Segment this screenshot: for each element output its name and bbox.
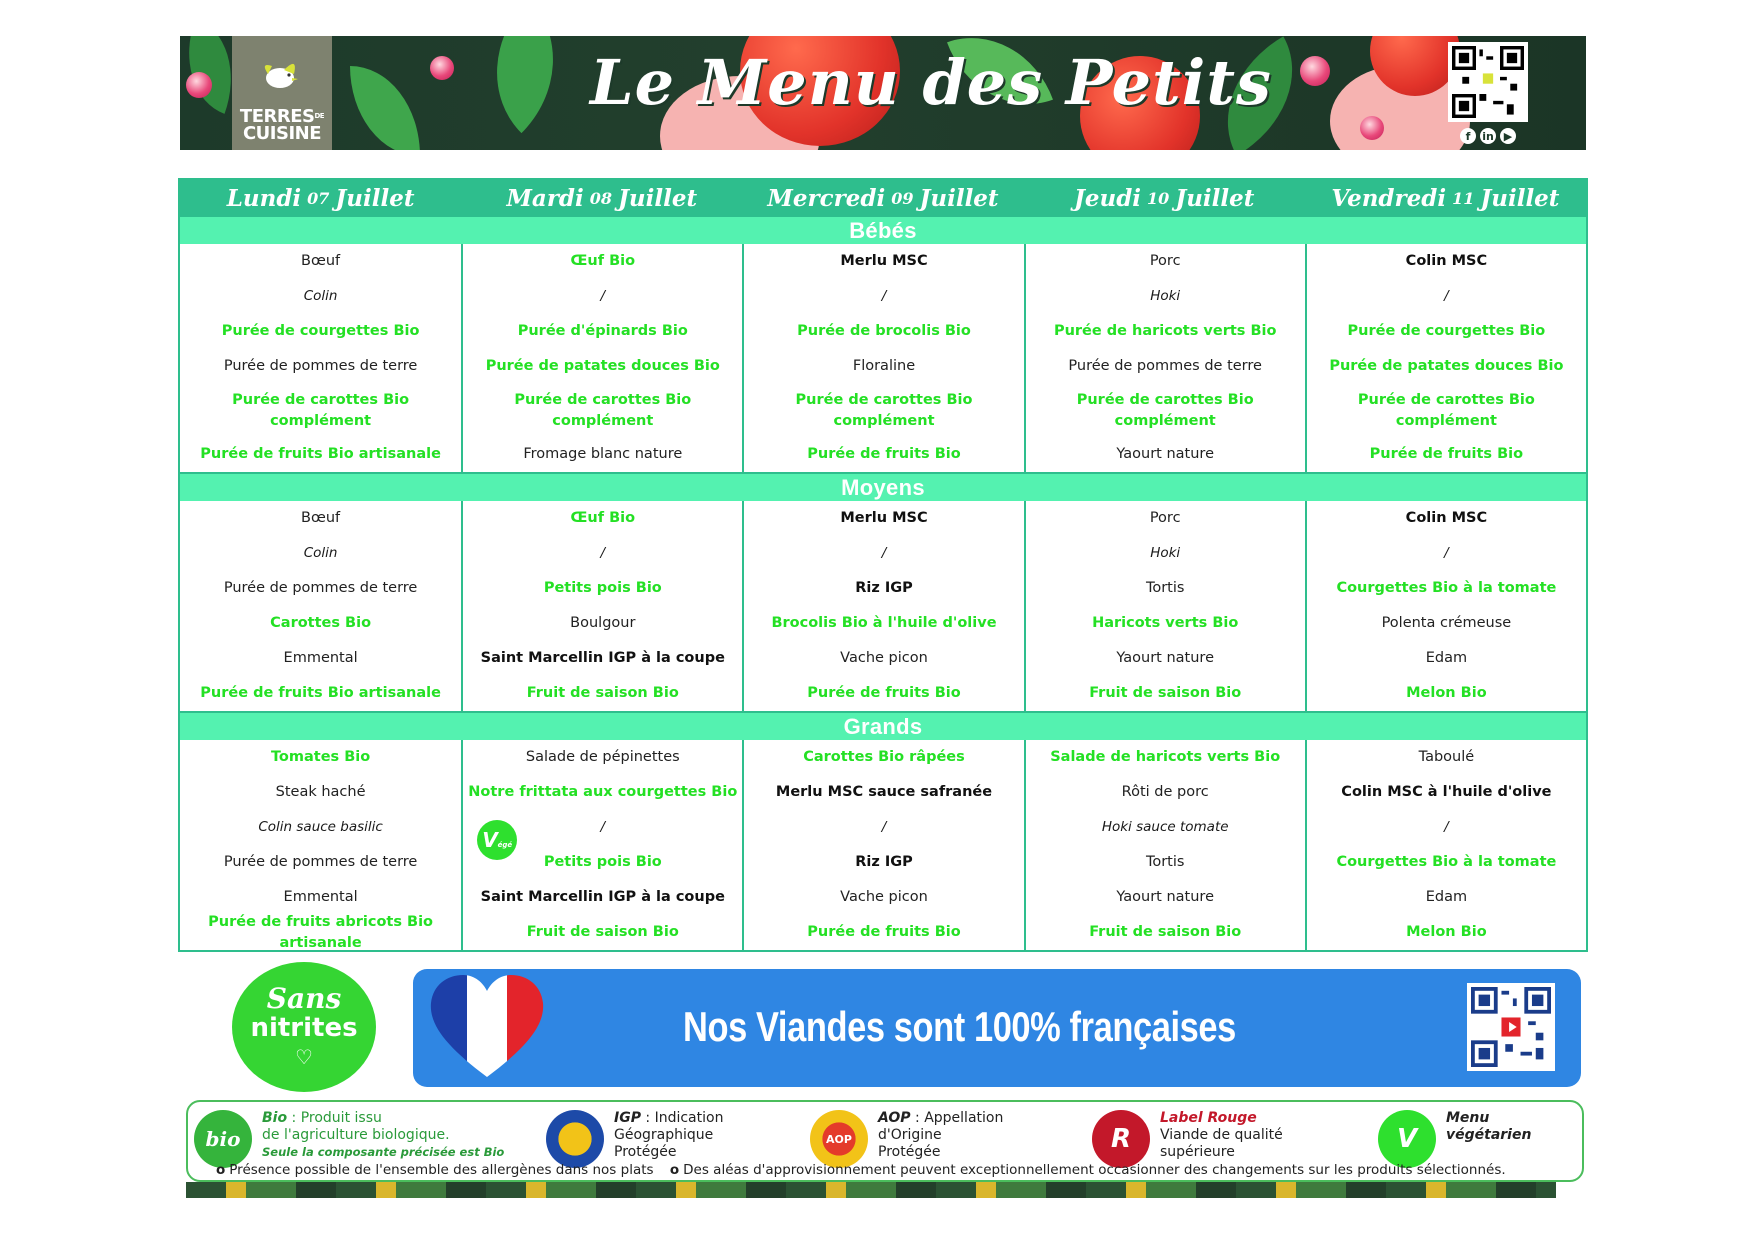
menu-day-column (742, 501, 1023, 711)
legend-aop-title: AOP (878, 1110, 911, 1126)
menu-item: Fruit de saison Bio (526, 685, 679, 701)
day-header-friday (1305, 180, 1586, 217)
legend-bio-title: Bio (262, 1110, 288, 1126)
menu-item: Vache picon (840, 650, 928, 666)
menu-item: / (600, 819, 606, 835)
legend-igp-title: IGP (614, 1110, 641, 1126)
menu-item: Purée de pommes de terre (1068, 358, 1262, 374)
qr-code-graphic (1471, 987, 1551, 1067)
allergen-note: Présence possible de l'ensemble des allergènes dans nos plats (229, 1162, 654, 1178)
menu-item: Saint Marcellin IGP à la coupe (480, 889, 725, 905)
radish-decor (1300, 56, 1330, 86)
menu-item: Purée d'épinards Bio (517, 323, 688, 339)
menu-item: Fruit de saison Bio (1089, 685, 1242, 701)
menu-day-column (742, 740, 1023, 950)
label-rouge-icon: R (1092, 1110, 1150, 1168)
menu-item: Bœuf (301, 253, 341, 269)
sans-label: Sans (266, 982, 342, 1015)
french-meat-banner (413, 969, 1581, 1087)
section-moyens (180, 501, 1586, 711)
menu-item: Purée de fruits Bio (807, 685, 961, 701)
legend-vege-title: Menu (1446, 1110, 1490, 1126)
menu-item: Haricots verts Bio (1092, 615, 1239, 631)
radish-decor (186, 72, 212, 98)
legend-aop-rest: : Appellation (910, 1110, 1004, 1126)
menu-item: Melon Bio (1406, 685, 1487, 701)
menu-item: Notre frittata aux courgettes Bio (468, 784, 738, 800)
menu-day-column (742, 244, 1023, 472)
menu-item: Melon Bio (1406, 924, 1487, 940)
menu-item: Steak haché (275, 784, 366, 800)
menu-item: Fromage blanc nature (523, 446, 683, 462)
legend-rouge-title: Label Rouge (1160, 1110, 1257, 1126)
legend-vege (1378, 1110, 1531, 1168)
logo-cuisine: CUISINE (242, 123, 322, 144)
qr-code-graphic (1452, 46, 1524, 118)
day-name: Mercredi (767, 185, 886, 212)
french-meat-text: Nos Viandes sont 100% françaises (683, 1003, 1236, 1050)
menu-item: Hoki (1150, 545, 1181, 561)
nitrites-label: nitrites (250, 1013, 358, 1043)
menu-item: Purée de carottes Bio complément (1357, 391, 1535, 429)
day-name: Mardi (506, 185, 584, 212)
menu-item: Emmental (283, 889, 358, 905)
day-number: 11 (1452, 189, 1475, 208)
day-month: Juillet (1480, 185, 1560, 212)
youtube-icon[interactable]: ▶ (1500, 128, 1516, 144)
radish-decor (1360, 116, 1384, 140)
menu-item: Tortis (1145, 580, 1185, 596)
day-name: Vendredi (1331, 185, 1447, 212)
menu-item: Bœuf (301, 510, 341, 526)
menu-item: / (881, 819, 887, 835)
bullet-icon: o (669, 1162, 680, 1178)
menu-item: Merlu MSC sauce safranée (775, 784, 993, 800)
bird-icon (258, 56, 304, 96)
day-name: Jeudi (1073, 185, 1142, 212)
menu-day-column (1305, 740, 1586, 950)
menu-item: Yaourt nature (1116, 446, 1214, 462)
menu-day-column (1024, 740, 1305, 950)
day-name: Lundi (226, 185, 302, 212)
legend-bio-rest: : Produit issu (287, 1110, 382, 1126)
menu-item: Purée de fruits Bio (807, 924, 961, 940)
menu-item: Purée de pommes de terre (223, 580, 418, 596)
menu-item: Purée de carottes Bio complément (1076, 391, 1254, 429)
sans-nitrites-badge (232, 962, 376, 1092)
menu-item: Edam (1425, 650, 1468, 666)
menu-item: Purée de fruits Bio (1369, 446, 1524, 462)
qr-code-icon[interactable] (1448, 42, 1528, 122)
menu-item: Riz IGP (855, 580, 913, 596)
vege-badge-icon (477, 820, 517, 860)
legend-igp-line2: Géographique (614, 1127, 714, 1143)
menu-item: Petits pois Bio (543, 580, 662, 596)
facebook-icon[interactable]: f (1460, 128, 1476, 144)
menu-item: / (1444, 545, 1449, 561)
logo-terres: TERRES (239, 106, 315, 127)
day-number: 08 (589, 189, 613, 208)
menu-item: Yaourt nature (1116, 650, 1214, 666)
legend-rouge-line2: Viande de qualité (1160, 1127, 1283, 1143)
section-bebes (180, 244, 1586, 472)
menu-item: Colin MSC à l'huile d'olive (1341, 784, 1552, 800)
menu-item: / (1444, 288, 1449, 304)
menu-item: Porc (1149, 510, 1181, 526)
day-header-tuesday (461, 180, 742, 217)
day-header-wednesday (742, 180, 1023, 217)
menu-item: Tortis (1145, 854, 1185, 870)
menu-item: Colin MSC (1405, 510, 1488, 526)
menu-item: Fruit de saison Bio (1089, 924, 1242, 940)
menu-day-column (1024, 244, 1305, 472)
page-title: Le Menu des Petits (590, 46, 1272, 119)
menu-item: Purée de fruits abricots Bio artisanale (208, 913, 434, 951)
leaf-decor (350, 66, 420, 150)
menu-item: / (881, 288, 887, 304)
day-number: 10 (1147, 189, 1170, 208)
legend-bio-line3: Seule la composante précisée est Bio (262, 1145, 505, 1159)
igp-icon: IGP (546, 1110, 604, 1168)
legend-rouge-line3: supérieure (1160, 1144, 1235, 1160)
heart-icon: ♡ (295, 1045, 313, 1069)
menu-item: Colin (303, 288, 338, 304)
menu-item: Tomates Bio (270, 749, 371, 765)
menu-item: Porc (1149, 253, 1181, 269)
menu-item: Boulgour (570, 615, 636, 631)
linkedin-icon[interactable]: in (1480, 128, 1496, 144)
supply-note: Des aléas d'approvisionnement peuvent exceptionnellement occasionner des changements sur les produits sélectionnés. (683, 1162, 1506, 1178)
menu-item: Brocolis Bio à l'huile d'olive (771, 615, 997, 631)
leaf-decor (458, 36, 592, 133)
menu-item: Polenta crémeuse (1381, 615, 1512, 631)
menu-item: Saint Marcellin IGP à la coupe (480, 650, 725, 666)
menu-item: Purée de brocolis Bio (797, 323, 971, 339)
menu-day-column (461, 244, 742, 472)
qr-code-youtube-icon[interactable] (1467, 983, 1555, 1071)
menu-item: Fruit de saison Bio (526, 924, 679, 940)
menu-item: Colin sauce basilic (258, 819, 383, 835)
menu-item: Purée de carottes Bio complément (514, 391, 692, 429)
menu-item: Œuf Bio (570, 510, 636, 526)
menu-item: Riz IGP (855, 854, 913, 870)
menu-day-column (1305, 244, 1586, 472)
decorative-footer-strip (186, 1182, 1556, 1198)
menu-item: Purée de pommes de terre (223, 358, 418, 374)
section-title-bebes: Bébés (180, 217, 1586, 244)
day-header-row (180, 180, 1586, 217)
legend (186, 1100, 1584, 1182)
legend-vege-line2: végétarien (1446, 1127, 1532, 1143)
day-number: 07 (307, 189, 330, 208)
legend-igp-line3: Protégée (614, 1144, 677, 1160)
radish-decor (430, 56, 454, 80)
menu-day-column (180, 740, 461, 950)
menu-item: Hoki (1150, 288, 1181, 304)
day-header-monday (180, 180, 461, 217)
menu-item: Colin MSC (1405, 253, 1488, 269)
menu-item: / (600, 288, 606, 304)
legend-bio (194, 1110, 504, 1168)
bio-icon: bio (194, 1110, 252, 1168)
menu-item: Rôti de porc (1121, 784, 1209, 800)
menu-item: Purée de patates douces Bio (485, 358, 720, 374)
menu-day-column (461, 740, 742, 950)
vege-badge-suffix: égé (497, 841, 513, 849)
menu-item: Purée de fruits Bio artisanale (200, 446, 441, 462)
legend-bio-line2: de l'agriculture biologique. (262, 1127, 450, 1143)
social-links (1460, 128, 1516, 144)
menu-table (178, 178, 1588, 952)
menu-item: Merlu MSC (840, 253, 928, 269)
menu-item: Salade de haricots verts Bio (1050, 749, 1281, 765)
menu-item: Vache picon (840, 889, 928, 905)
menu-item: Edam (1425, 889, 1468, 905)
vege-icon: V (1378, 1110, 1436, 1168)
legend-igp-rest: : Indication (640, 1110, 724, 1126)
vege-badge-letter: V (482, 828, 498, 852)
section-grands (180, 740, 1586, 950)
menu-item: Colin (303, 545, 338, 561)
menu-item: Purée de fruits Bio artisanale (200, 685, 441, 701)
menu-item: Purée de carottes Bio complément (232, 391, 410, 429)
menu-day-column (180, 501, 461, 711)
day-header-thursday (1024, 180, 1305, 217)
menu-item: Purée de haricots verts Bio (1053, 323, 1277, 339)
menu-item: Taboulé (1418, 749, 1475, 765)
bullet-icon: o (216, 1162, 226, 1178)
menu-item: Salade de pépinettes (525, 749, 680, 765)
menu-item: Œuf Bio (570, 253, 636, 269)
logo-de: DE (314, 112, 325, 120)
menu-day-column (1305, 501, 1586, 711)
menu-item: / (1444, 819, 1449, 835)
menu-item: Hoki sauce tomate (1101, 819, 1229, 835)
menu-item: / (600, 545, 606, 561)
legend-aop (810, 1110, 1003, 1168)
aop-icon: AOP (810, 1110, 868, 1168)
menu-item: Courgettes Bio à la tomate (1336, 854, 1557, 870)
legend-footnote (216, 1162, 1506, 1178)
legend-label-rouge (1092, 1110, 1283, 1168)
menu-item: Purée de pommes de terre (223, 854, 418, 870)
menu-item: Merlu MSC (840, 510, 928, 526)
menu-item: / (881, 545, 887, 561)
menu-item: Floraline (852, 358, 916, 374)
menu-item: Emmental (283, 650, 358, 666)
menu-item: Yaourt nature (1116, 889, 1214, 905)
day-number: 09 (891, 189, 914, 208)
legend-aop-line3: Protégée (878, 1144, 941, 1160)
day-month: Juillet (618, 185, 698, 212)
terres-de-cuisine-logo (232, 36, 332, 150)
menu-item: Courgettes Bio à la tomate (1336, 580, 1557, 596)
menu-item: Purée de carottes Bio complément (795, 391, 973, 429)
banner (180, 36, 1586, 150)
menu-item: Petits pois Bio (543, 854, 662, 870)
day-month: Juillet (335, 185, 415, 212)
menu-item: Purée de fruits Bio (807, 446, 961, 462)
day-month: Juillet (919, 185, 999, 212)
menu-item: Carottes Bio (270, 615, 372, 631)
menu-item: Purée de courgettes Bio (221, 323, 420, 339)
menu-day-column (180, 244, 461, 472)
menu-item: Purée de courgettes Bio (1347, 323, 1546, 339)
menu-item: Carottes Bio râpées (803, 749, 965, 765)
menu-day-column (461, 501, 742, 711)
french-flag-heart-icon (427, 973, 547, 1085)
menu-day-column (1024, 501, 1305, 711)
menu-item: Purée de patates douces Bio (1329, 358, 1564, 374)
legend-igp (546, 1110, 723, 1168)
legend-aop-line2: d'Origine (878, 1127, 942, 1143)
day-month: Juillet (1175, 185, 1255, 212)
section-title-grands: Grands (180, 711, 1586, 740)
section-title-moyens: Moyens (180, 472, 1586, 501)
